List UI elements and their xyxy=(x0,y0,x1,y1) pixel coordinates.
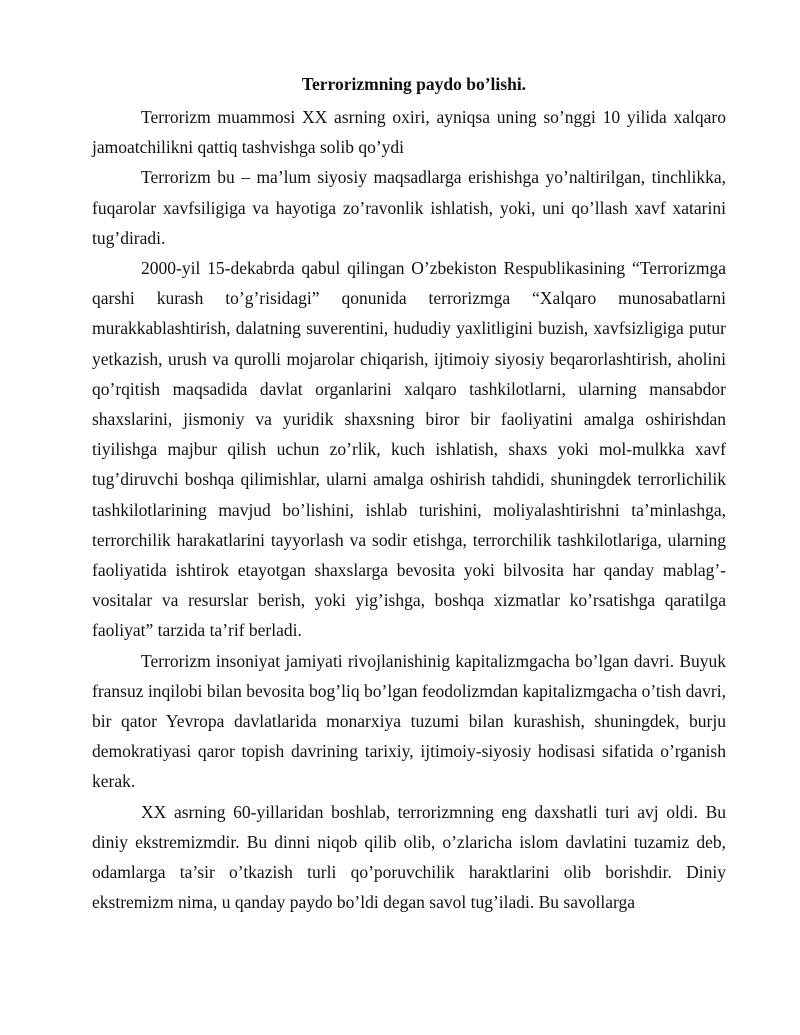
paragraph-intro: Terrorizm muammosi XX asrning oxiri, ayniqsa uning so’nggi 10 yilida xalqaro jamoatchilikni qattiq tashvishga solib qo’ydi xyxy=(92,107,726,158)
paragraph-definition: Terrorizm bu – ma’lum siyosiy maqsadlarga erishishga yo’naltirilgan, tinchlikka, fuqarolar xavfsiligiga va hayotiga zo’ravonlik ishlatish, yoki, uni qo’llash xavf xatarini tug’diradi. xyxy=(92,167,726,248)
document-title: Terrorizmning paydo bo’lishi. xyxy=(301,74,527,94)
paragraph-extremism: XX asrning 60-yillaridan boshlab, terrorizmning eng daxshatli turi avj oldi. Bu diniy ekstremizmdir. Bu dinni niqob qilib olib, o’zlaricha islom davlatini tuzamiz deb, odamlarga ta’sir o’tkazish turli qo’poruvchilik haraktlarini olib borishdir. Diniy ekstremizm nima, u qanday paydo bo’ldi degan savol tug’iladi. Bu savollarga xyxy=(92,801,726,913)
paragraph-history: Terrorizm insoniyat jamiyati rivojlanishinig kapitalizmgacha bo’lgan davri. Buyuk fransuz inqilobi bilan bevosita bog’liq bo’lgan feodolizmdan kapitalizmgacha o’tish davri, bir qator Yevropa davlatlarida monarxiya tuzumi bilan kurashish, shuningdek, burju demokratiyasi qaror topish davrining tarixiy, ijtimoiy-siyosiy hodisasi sifatida o’rganish kerak. xyxy=(92,650,726,792)
paragraph-law: 2000-yil 15-dekabrda qabul qilingan O’zbekiston Respublikasining “Terrorizmga qarshi kurash to’g’risidagi” qonunida terrorizmga “Xalqaro munosabatlarni murakkablashtirish, dalatning suverentini, hududiy yaxlitligini buzish, xavfsizligiga putur yetkazish, urush va qurolli mojarolar chiqarish, ijtimoiy siyosiy beqarorlashtirish, aholini qo’rqitish maqsadida davlat organlarini xalqaro tashkilotlarni, ularning mansabdor shaxslarini, jismoniy va yuridik shaxsning biror bir faoliyatini amalga oshirishdan tiyilishga majbur qilish uchun zo’rlik, kuch ishlatish, shaxs yoki mol-mulkka xavf tug’diruvchi boshqa qilimishlar, ularni amalga oshirish tahdidi, shuningdek terrorlichilik tashkilotlarining mavjud bo’lishini, ishlab turishini, moliyalashtirishni ta’minlashga, terrorchilik harakatlarini tayyorlash va sodir etishga, terrorchilik tashkilotlariga, ularning faoliyatida ishtirok etayotgan shaxslarga bevosita yoki bilvosita har qanday mablag’-vositalar va resurslar berish, yoki yig’ishga, boshqa xizmatlar ko’rsatishga qaratilga faoliyat” tarzida ta’rif berladi. xyxy=(92,258,726,641)
